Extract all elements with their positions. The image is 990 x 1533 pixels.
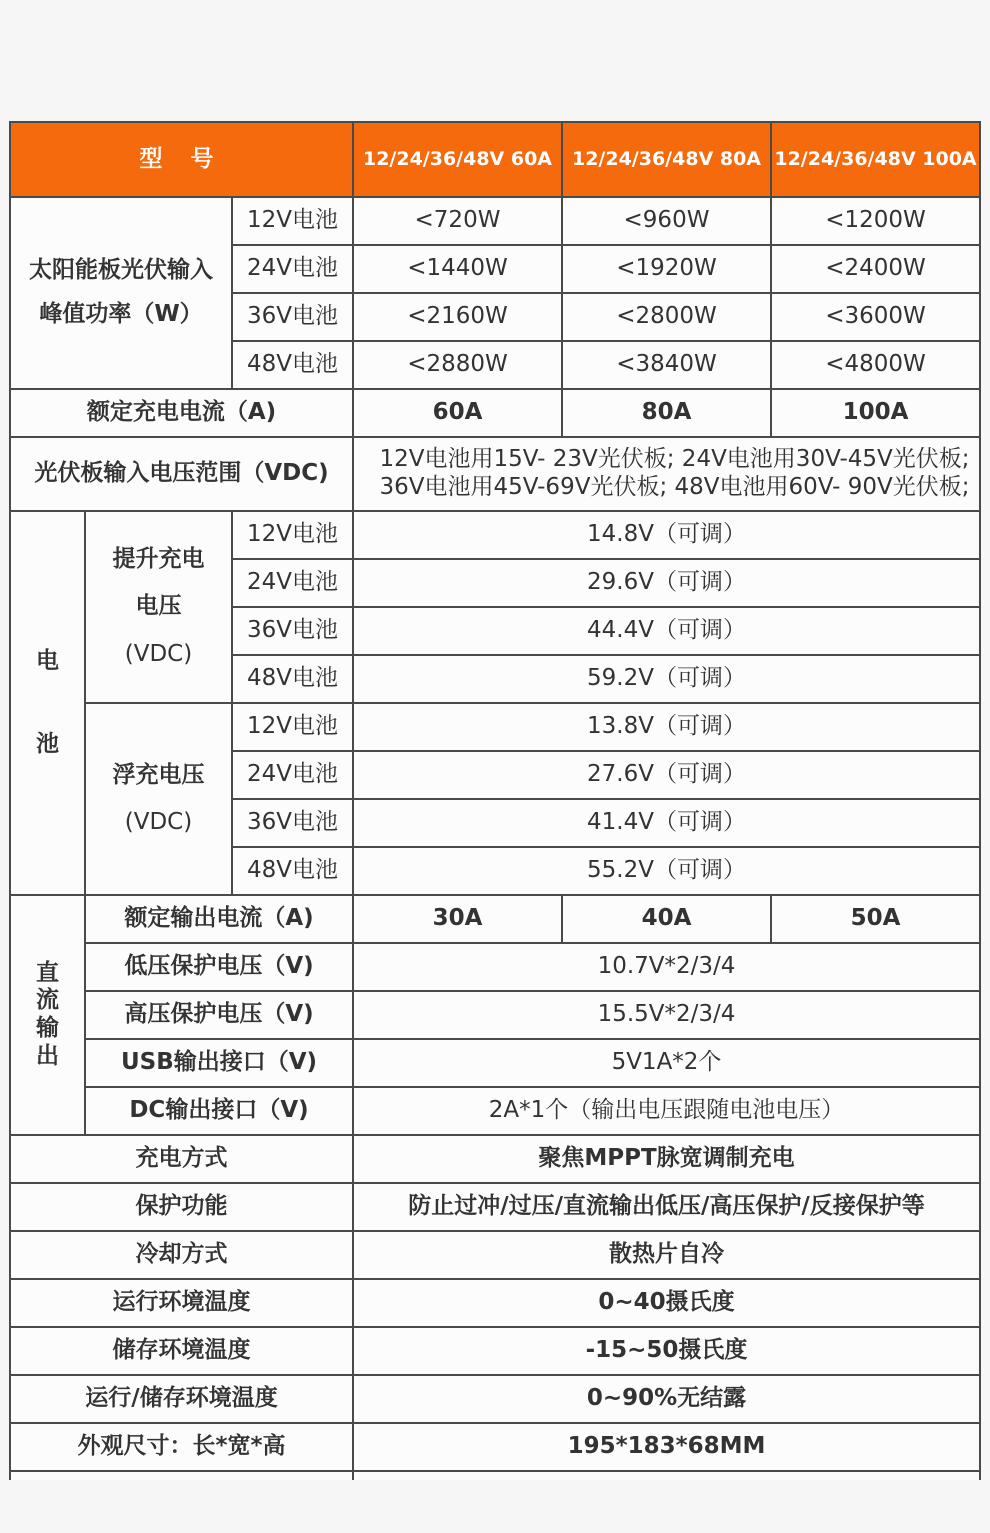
boost-voltage-value: 44.4V（可调） <box>353 607 980 655</box>
boost-voltage-value: 14.8V（可调） <box>353 511 980 559</box>
battery-label: 36V电池 <box>232 607 353 655</box>
model-header: 型 号 <box>10 122 353 197</box>
battery-label: 24V电池 <box>232 245 353 293</box>
boost-voltage-value: 59.2V（可调） <box>353 655 980 703</box>
pv-power-label: 太阳能板光伏输入 峰值功率（W） <box>10 197 232 389</box>
pv-voltage-line1: 12V电池用15V- 23V光伏板; 24V电池用30V-45V光伏板; <box>379 446 970 473</box>
cooling-value: 散热片自冷 <box>353 1231 980 1279</box>
high-voltage-row <box>10 991 980 1039</box>
battery-label: 36V电池 <box>232 799 353 847</box>
table-tail-row <box>10 1471 980 1480</box>
pv-power-value: <1440W <box>353 245 562 293</box>
low-voltage-value: 10.7V*2/3/4 <box>353 943 980 991</box>
spec-table <box>9 121 981 1480</box>
float-voltage-value: 27.6V（可调） <box>353 751 980 799</box>
float-voltage-value: 13.8V（可调） <box>353 703 980 751</box>
pv-power-value: <1920W <box>562 245 771 293</box>
humidity-value: 0~90%无结露 <box>353 1375 980 1423</box>
charge-method-label: 充电方式 <box>10 1135 353 1183</box>
dc-label: DC输出接口（V) <box>85 1087 353 1135</box>
table-tail-cell <box>353 1471 980 1480</box>
dimensions-label: 外观尺寸：长*宽*高 <box>10 1423 353 1471</box>
misc-row <box>10 1183 980 1231</box>
misc-row <box>10 1375 980 1423</box>
rated-output-label: 额定输出电流（A) <box>85 895 353 943</box>
pv-power-value: <2800W <box>562 293 771 341</box>
operating-temp-label: 运行环境温度 <box>10 1279 353 1327</box>
battery-label: 12V电池 <box>232 703 353 751</box>
pv-power-value: <2400W <box>771 245 980 293</box>
battery-label: 24V电池 <box>232 559 353 607</box>
high-voltage-value: 15.5V*2/3/4 <box>353 991 980 1039</box>
low-voltage-row <box>10 943 980 991</box>
table-tail-cell <box>10 1471 353 1480</box>
pv-voltage-line2: 36V电池用45V-69V光伏板; 48V电池用60V- 90V光伏板; <box>379 474 970 500</box>
humidity-label: 运行/储存环境温度 <box>10 1375 353 1423</box>
dc-output-section-label: 直 流 输 出 <box>10 895 85 1135</box>
dc-value: 2A*1个（输出电压跟随电池电压） <box>353 1087 980 1135</box>
usb-row <box>10 1039 980 1087</box>
misc-row <box>10 1327 980 1375</box>
float-voltage-label: 浮充电压 (VDC) <box>85 703 232 895</box>
rated-charge-row <box>10 389 980 437</box>
misc-row <box>10 1279 980 1327</box>
pv-power-row <box>10 197 980 245</box>
rated-output-row <box>10 895 980 943</box>
model-column-60a: 12/24/36/48V 60A <box>353 122 562 197</box>
boost-voltage-value: 29.6V（可调） <box>353 559 980 607</box>
pv-power-value: <720W <box>353 197 562 245</box>
high-voltage-label: 高压保护电压（V) <box>85 991 353 1039</box>
pv-power-value: <1200W <box>771 197 980 245</box>
rated-output-value: 30A <box>353 895 562 943</box>
pv-power-value: <3600W <box>771 293 980 341</box>
boost-voltage-label: 提升充电 电压 (VDC) <box>85 511 232 703</box>
model-column-100a: 12/24/36/48V 100A <box>771 122 980 197</box>
protection-value: 防止过冲/过压/直流输出低压/高压保护/反接保护等 <box>353 1183 980 1231</box>
pv-power-value: <2880W <box>353 341 562 389</box>
rated-charge-value: 60A <box>353 389 562 437</box>
usb-value: 5V1A*2个 <box>353 1039 980 1087</box>
battery-label: 36V电池 <box>232 293 353 341</box>
misc-row <box>10 1423 980 1471</box>
protection-label: 保护功能 <box>10 1183 353 1231</box>
dimensions-value: 195*183*68MM <box>353 1423 980 1471</box>
header-row <box>10 122 980 197</box>
pv-voltage-label: 光伏板输入电压范围（VDC) <box>10 437 353 511</box>
boost-row <box>10 511 980 559</box>
battery-label: 12V电池 <box>232 197 353 245</box>
rated-output-value: 40A <box>562 895 771 943</box>
pv-power-value: <960W <box>562 197 771 245</box>
model-column-80a: 12/24/36/48V 80A <box>562 122 771 197</box>
float-row <box>10 703 980 751</box>
battery-label: 48V电池 <box>232 341 353 389</box>
operating-temp-value: 0~40摄氏度 <box>353 1279 980 1327</box>
rated-charge-value: 80A <box>562 389 771 437</box>
misc-row <box>10 1231 980 1279</box>
storage-temp-label: 储存环境温度 <box>10 1327 353 1375</box>
battery-label: 48V电池 <box>232 847 353 895</box>
low-voltage-label: 低压保护电压（V) <box>85 943 353 991</box>
usb-label: USB输出接口（V) <box>85 1039 353 1087</box>
battery-label: 12V电池 <box>232 511 353 559</box>
pv-voltage-value <box>353 437 980 511</box>
rated-charge-label: 额定充电电流（A) <box>10 389 353 437</box>
float-voltage-value: 41.4V（可调） <box>353 799 980 847</box>
dc-row <box>10 1087 980 1135</box>
pv-power-value: <4800W <box>771 341 980 389</box>
pv-voltage-row <box>10 437 980 511</box>
cooling-label: 冷却方式 <box>10 1231 353 1279</box>
misc-row <box>10 1135 980 1183</box>
pv-power-value: <2160W <box>353 293 562 341</box>
pv-power-value: <3840W <box>562 341 771 389</box>
battery-section-label: 电 池 <box>10 511 85 895</box>
rated-charge-value: 100A <box>771 389 980 437</box>
charge-method-value: 聚焦MPPT脉宽调制充电 <box>353 1135 980 1183</box>
battery-label: 24V电池 <box>232 751 353 799</box>
rated-output-value: 50A <box>771 895 980 943</box>
battery-label: 48V电池 <box>232 655 353 703</box>
float-voltage-value: 55.2V（可调） <box>353 847 980 895</box>
storage-temp-value: -15~50摄氏度 <box>353 1327 980 1375</box>
